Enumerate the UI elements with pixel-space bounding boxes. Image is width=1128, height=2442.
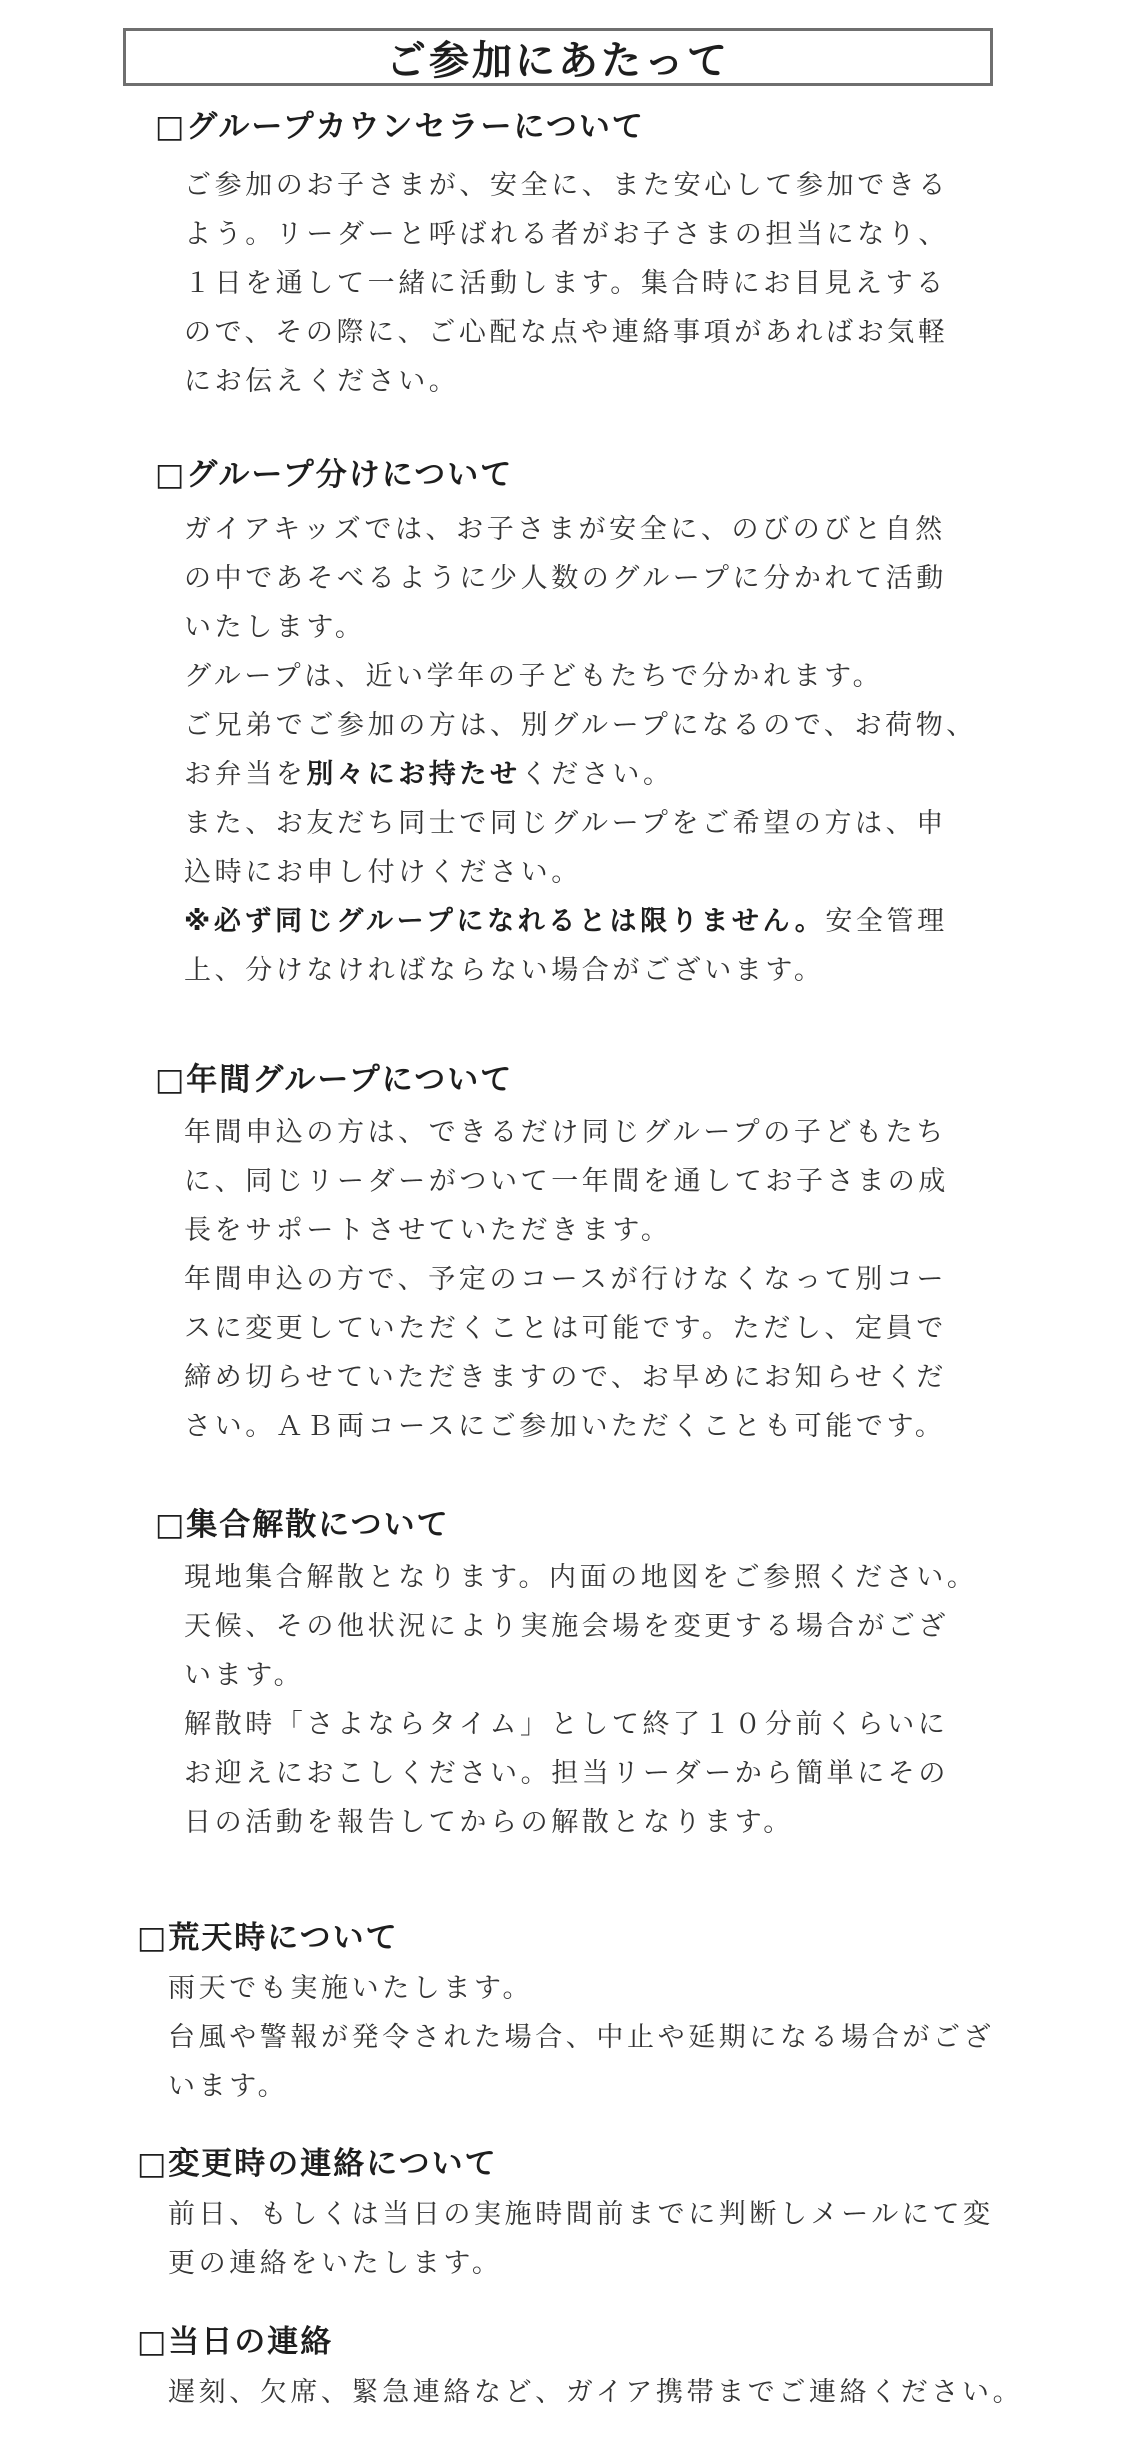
paragraph-line: 上、分けなければならない場合がございます。 [184,955,825,986]
paragraph-line: 更の連絡をいたします。 [168,2248,503,2279]
paragraph-line: ご参加のお子さまが、安全に、また安心して参加できる [184,170,949,201]
section-body [168,2368,1023,2417]
paragraph-line: 締め切らせていただきますので、お早めにお知らせくだ [184,1362,947,1393]
paragraph-line: います。 [168,2071,289,2102]
section-group-counselor [155,107,949,406]
paragraph-line: ご兄弟でご参加の方は、別グループになるので、お荷物、 [184,710,977,741]
paragraph-line: よう。リーダーと呼ばれる者がお子さまの担当になり、 [184,219,949,250]
section-heading: □グループカウンセラーについて [155,109,645,145]
paragraph-line: 台風や警報が発令された場合、中止や延期になる場合がござ [168,2022,995,2053]
paragraph-line: グループは、近い学年の子どもたちで分かれます。 [184,661,884,692]
section-grouping [155,455,977,995]
section-heading: □年間グループについて [155,1062,514,1098]
section-gathering [155,1505,977,1847]
paragraph-line [184,897,977,946]
section-change-notice [137,2144,994,2288]
paragraph-line: にお伝えください。 [184,366,460,397]
section-bad-weather [137,1918,994,2111]
paragraph-line: 解散時「さよならタイム」として終了１０分前くらいに [184,1709,949,1740]
paragraph-line: １日を通して一緒に活動します。集合時にお目見えする [184,268,947,299]
paragraph-line: ガイアキッズでは、お子さまが安全に、のびのびと自然 [184,514,946,545]
section-body [168,1964,994,2111]
paragraph-line: 遅刻、欠席、緊急連絡など、ガイア携帯までご連絡ください。 [168,2377,1024,2408]
paragraph-line: スに変更していただくことは可能です。ただし、定員で [184,1313,947,1344]
section-body [184,1108,949,1451]
section-same-day-contact [137,2322,1023,2417]
emphasis-text: ※必ず同じグループになれるとは限りません。 [184,906,826,937]
section-body [168,2190,994,2288]
paragraph-line: いたします。 [184,612,366,643]
section-body [184,505,977,995]
section-heading: □集合解散について [155,1507,450,1543]
section-annual-group [155,1060,949,1451]
paragraph-line: お迎えにおこしください。担当リーダーから簡単にその [184,1758,949,1789]
paragraph-line [184,750,977,799]
section-heading: □変更時の連絡について [137,2146,498,2182]
paragraph-line: また、お友だち同士で同じグループをご希望の方は、申 [184,808,947,839]
paragraph-line: います。 [184,1660,305,1691]
section-heading: □荒天時について [137,1920,399,1956]
section-heading: □グループ分けについて [155,457,514,493]
text-run: ください。 [520,759,674,790]
page-title: ご参加にあたって [386,37,730,84]
text-run: お弁当を [184,759,307,790]
text-run: 安全管理 [825,906,948,937]
paragraph-line: 込時にお申し付けください。 [184,857,582,888]
section-body [184,1553,977,1847]
paragraph-line: 現地集合解散となります。内面の地図をご参照ください。 [184,1562,978,1593]
section-heading: □当日の連絡 [137,2324,334,2360]
paragraph-line: 日の活動を報告してからの解散となります。 [184,1807,794,1838]
paragraph-line: ので、その際に、ご心配な点や連絡事項があればお気軽 [184,317,949,348]
paragraph-line: の中であそべるように少人数のグループに分かれて活動 [184,563,947,594]
paragraph-line: 前日、もしくは当日の実施時間前までに判断しメールにて変 [168,2199,994,2230]
paragraph-line: 天候、その他状況により実施会場を変更する場合がござ [184,1611,949,1642]
paragraph-line: 雨天でも実施いたします。 [168,1973,534,2004]
paragraph-line: 年間申込の方は、できるだけ同じグループの子どもたち [184,1117,947,1148]
paragraph-line: に、同じリーダーがついて一年間を通してお子さまの成 [184,1166,949,1197]
paragraph-line: 年間申込の方で、予定のコースが行けなくなって別コー [184,1264,948,1295]
section-body [184,161,949,406]
title-box [123,28,993,86]
emphasis-text: 別々にお持たせ [306,759,521,790]
paragraph-line: さい。ＡＢ両コースにご参加いただくことも可能です。 [184,1411,946,1442]
paragraph-line: 長をサポートさせていただきます。 [184,1215,672,1246]
